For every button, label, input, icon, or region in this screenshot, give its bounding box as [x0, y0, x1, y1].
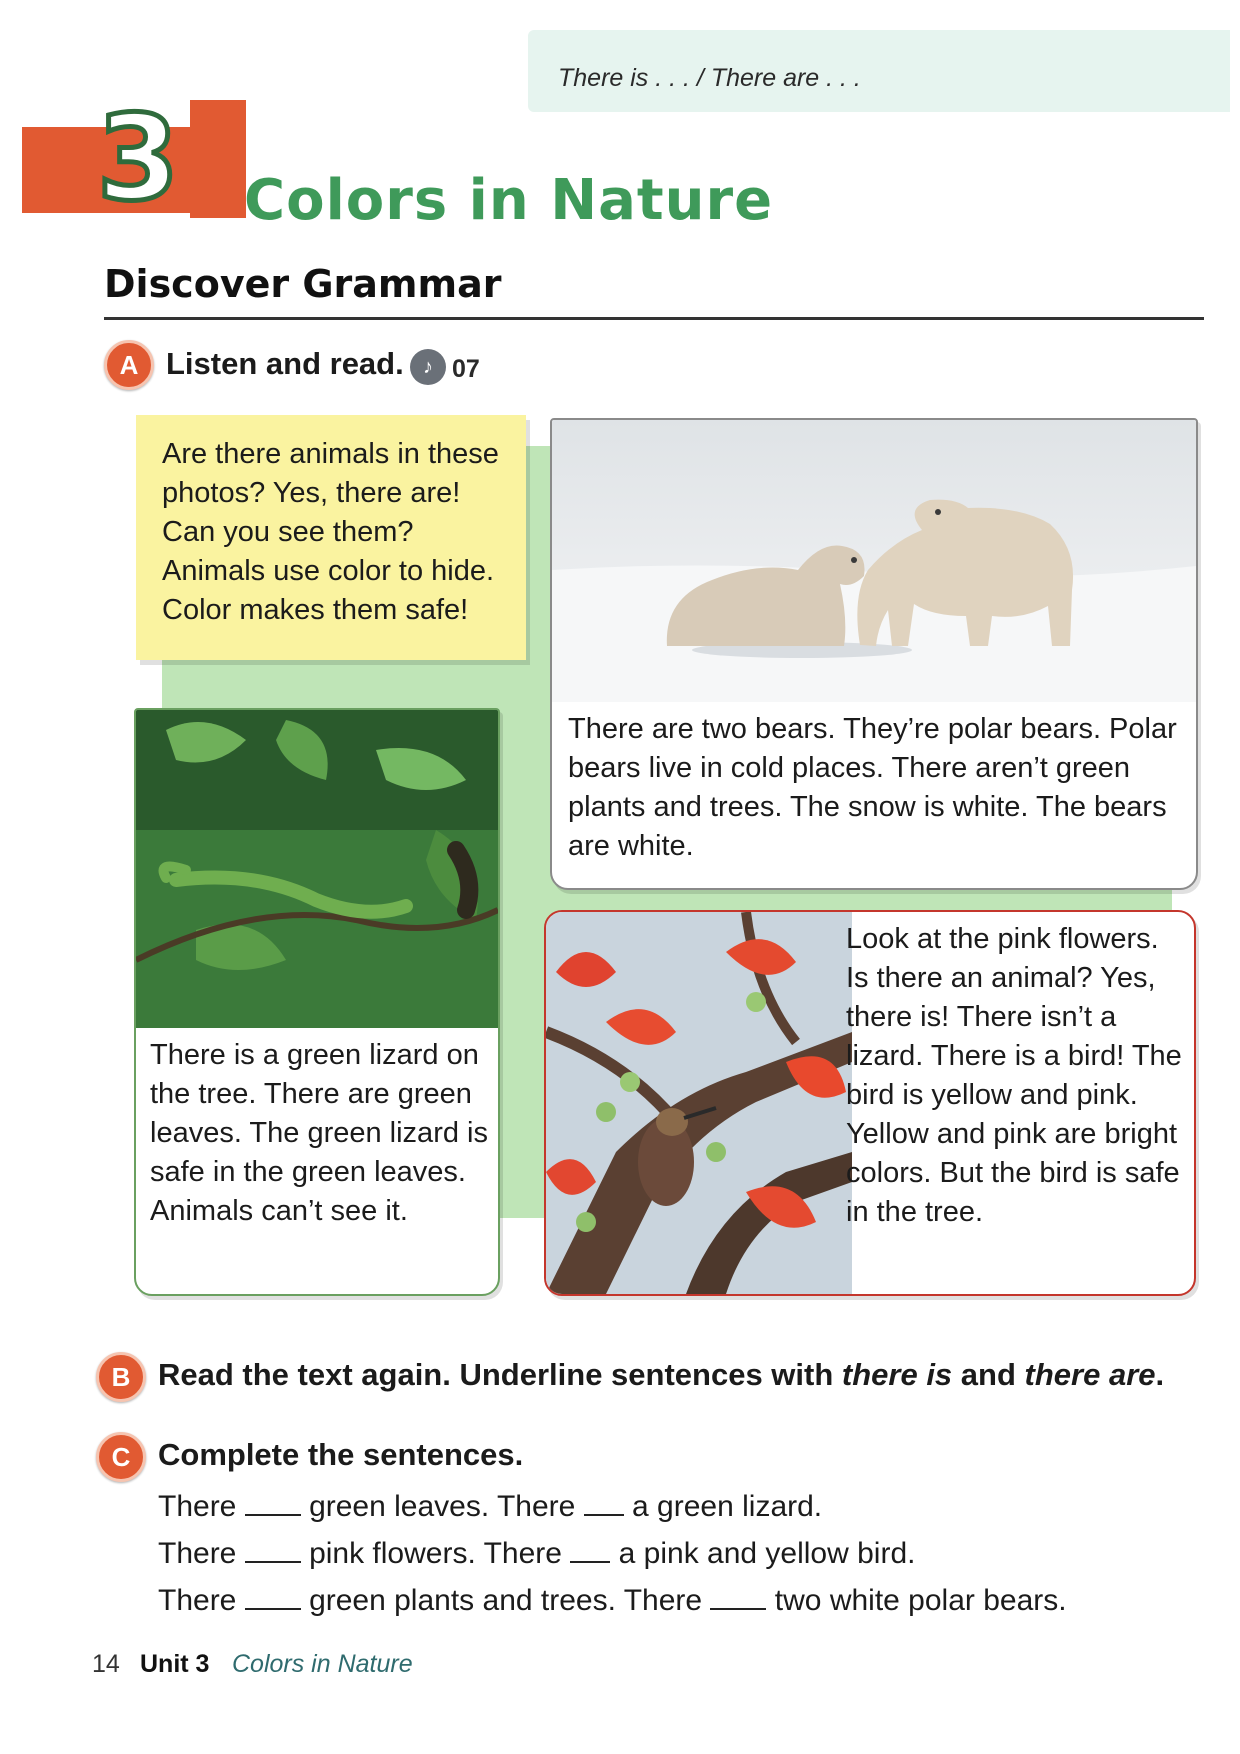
activity-b-badge: B — [96, 1352, 146, 1402]
section-title: Discover Grammar — [104, 262, 502, 306]
sentence-3-end: two white polar bears. — [774, 1584, 1067, 1617]
audio-icon[interactable]: ♪ — [410, 349, 446, 385]
pink-bird-card — [544, 910, 1196, 1296]
sentence-2-start: There — [158, 1537, 237, 1570]
sentence-3-start: There — [158, 1584, 237, 1617]
activity-b-text-2: and — [952, 1357, 1025, 1392]
unit-number: 3 — [96, 89, 180, 227]
footer-unit-label: Unit 3 — [140, 1650, 210, 1678]
sentence-1-middle: green leaves. There — [309, 1490, 576, 1523]
intro-note-text: Are there animals in these photos? Yes, there are! Can you see them? Animals use color to hide. Color makes them safe! — [162, 438, 499, 626]
audio-track-number: 07 — [452, 355, 480, 383]
activity-a-instruction: Listen and read. — [166, 346, 404, 381]
sentence-3-middle: green plants and trees. There — [309, 1584, 703, 1617]
polar-bears-card — [550, 418, 1198, 890]
footer-unit-title: Colors in Nature — [232, 1650, 413, 1678]
activity-b-text-1: Read the text again. Underline sentences with — [158, 1357, 842, 1392]
answer-blank[interactable] — [245, 1560, 301, 1563]
activity-b-emphasis-there-are: there are — [1024, 1357, 1156, 1392]
activity-a-badge: A — [104, 340, 154, 390]
activity-b-instruction — [158, 1357, 1164, 1393]
answer-blank[interactable] — [710, 1607, 766, 1610]
answer-blank[interactable] — [245, 1513, 301, 1516]
sentence-line-1 — [158, 1490, 822, 1524]
pink-bird-text: Look at the pink flowers. Is there an animal? Yes, there is! There isn’t a lizard. There is a bird! The bird is yellow and pink. Yellow and pink are bright colors. But the bird is safe in the tree. — [846, 923, 1182, 1228]
answer-blank[interactable] — [570, 1560, 610, 1563]
answer-blank[interactable] — [584, 1513, 624, 1516]
grammar-focus-label: There is . . . / There are . . . — [558, 64, 861, 92]
green-lizard-text: There is a green lizard on the tree. There are green leaves. The green lizard is safe in the green leaves. Animals can’t see it. — [150, 1039, 488, 1227]
activity-c-instruction: Complete the sentences. — [158, 1437, 524, 1472]
sentence-1-start: There — [158, 1490, 237, 1523]
green-lizard-photo — [136, 710, 498, 1028]
sentence-1-end: a green lizard. — [632, 1490, 823, 1523]
unit-title: Colors in Nature — [244, 168, 774, 233]
green-lizard-card — [134, 708, 500, 1296]
section-divider — [104, 317, 1204, 320]
activity-b-emphasis-there-is: there is — [841, 1357, 953, 1392]
sentence-line-2 — [158, 1537, 915, 1571]
polar-bears-photo — [552, 420, 1196, 702]
answer-blank[interactable] — [245, 1607, 301, 1610]
unit-badge-block — [190, 100, 246, 218]
polar-bears-text: There are two bears. They’re polar bears. Polar bears live in cold places. There aren’t green plants and trees. The snow is white. The bears are white. — [568, 713, 1177, 862]
pink-bird-photo — [546, 912, 852, 1294]
grammar-focus-tab — [528, 30, 1230, 112]
sentence-2-middle: pink flowers. There — [309, 1537, 562, 1570]
activity-b-text-3: . — [1155, 1357, 1165, 1392]
activity-c-badge: C — [96, 1432, 146, 1482]
page-number: 14 — [92, 1650, 120, 1678]
sentence-2-end: a pink and yellow bird. — [618, 1537, 916, 1570]
sentence-line-3 — [158, 1584, 1067, 1618]
intro-note — [136, 415, 526, 660]
